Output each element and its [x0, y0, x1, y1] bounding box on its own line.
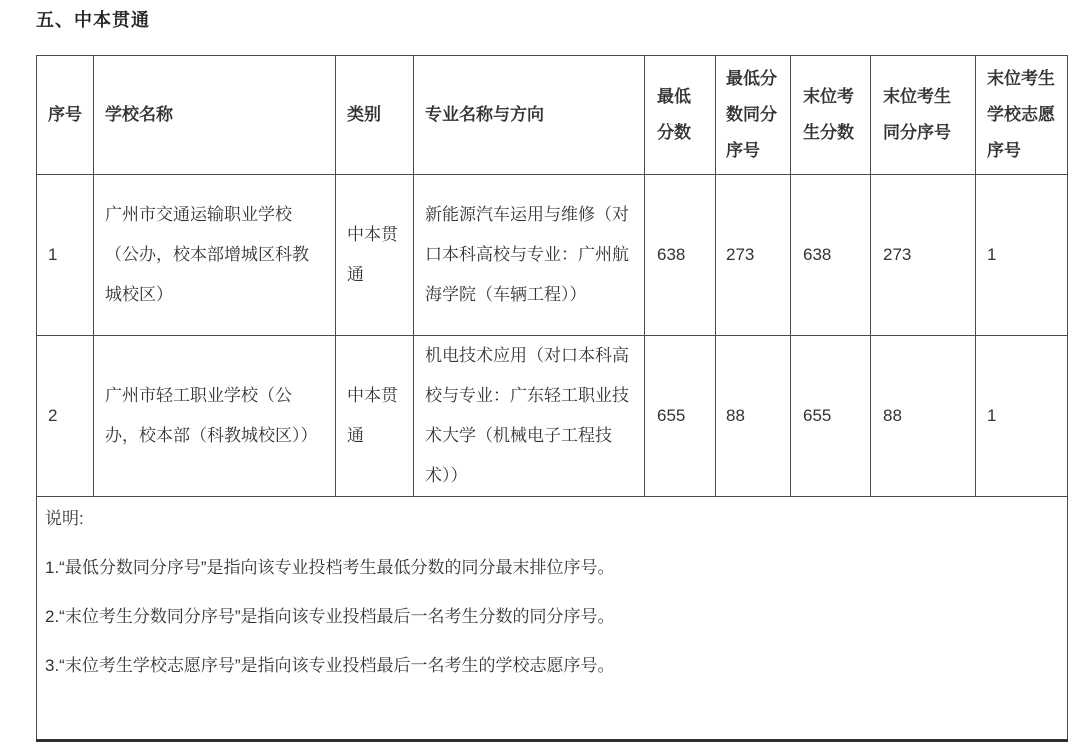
cell-seq: 1	[37, 175, 94, 336]
cell-school-name: 广州市轻工职业学校（公办，校本部（科教城校区））	[94, 336, 336, 497]
column-header-last-candidate-tie-rank: 末位考生同分序号	[871, 56, 976, 175]
cell-school-name: 广州市交通运输职业学校（公办，校本部增城区科教城校区）	[94, 175, 336, 336]
cell-last-candidate-score: 638	[791, 175, 871, 336]
scores-table	[36, 55, 1068, 742]
cell-category: 中本贯通	[336, 336, 414, 497]
cell-last-candidate-tie-rank: 88	[871, 336, 976, 497]
cell-major: 新能源汽车运用与维修（对口本科高校与专业：广州航海学院（车辆工程））	[414, 175, 645, 336]
note-item-1: 1.“最低分数同分序号”是指向该专业投档考生最低分数的同分最末排位序号。	[45, 558, 615, 577]
table-notes-row	[37, 497, 1068, 741]
section-title: 五、中本贯通	[36, 10, 150, 30]
column-header-seq: 序号	[37, 56, 94, 175]
column-header-last-candidate-score: 末位考生分数	[791, 56, 871, 175]
cell-category: 中本贯通	[336, 175, 414, 336]
cell-last-candidate-school-choice-rank: 1	[976, 175, 1068, 336]
cell-min-score: 638	[645, 175, 716, 336]
column-header-major: 专业名称与方向	[414, 56, 645, 175]
note-item-3: 3.“末位考生学校志愿序号”是指向该专业投档最后一名考生的学校志愿序号。	[45, 656, 615, 675]
table-row	[37, 175, 1068, 336]
table-row	[37, 336, 1068, 497]
cell-last-candidate-school-choice-rank: 1	[976, 336, 1068, 497]
column-header-min-score: 最低分数	[645, 56, 716, 175]
document-page	[0, 8, 1080, 742]
column-header-school-name: 学校名称	[94, 56, 336, 175]
table-header-row	[37, 56, 1068, 175]
cell-min-score: 655	[645, 336, 716, 497]
notes-label: 说明:	[45, 509, 84, 528]
column-header-last-candidate-school-choice-rank: 末位考生学校志愿序号	[976, 56, 1068, 175]
cell-seq: 2	[37, 336, 94, 497]
cell-major: 机电技术应用（对口本科高校与专业：广东轻工职业技术大学（机械电子工程技术））	[414, 336, 645, 497]
notes-cell	[37, 497, 1068, 741]
column-header-category: 类别	[336, 56, 414, 175]
column-header-min-score-tie-rank: 最低分数同分序号	[716, 56, 791, 175]
cell-min-score-tie-rank: 273	[716, 175, 791, 336]
note-item-2: 2.“末位考生分数同分序号”是指向该专业投档最后一名考生分数的同分序号。	[45, 607, 615, 626]
cell-last-candidate-tie-rank: 273	[871, 175, 976, 336]
cell-min-score-tie-rank: 88	[716, 336, 791, 497]
cell-last-candidate-score: 655	[791, 336, 871, 497]
